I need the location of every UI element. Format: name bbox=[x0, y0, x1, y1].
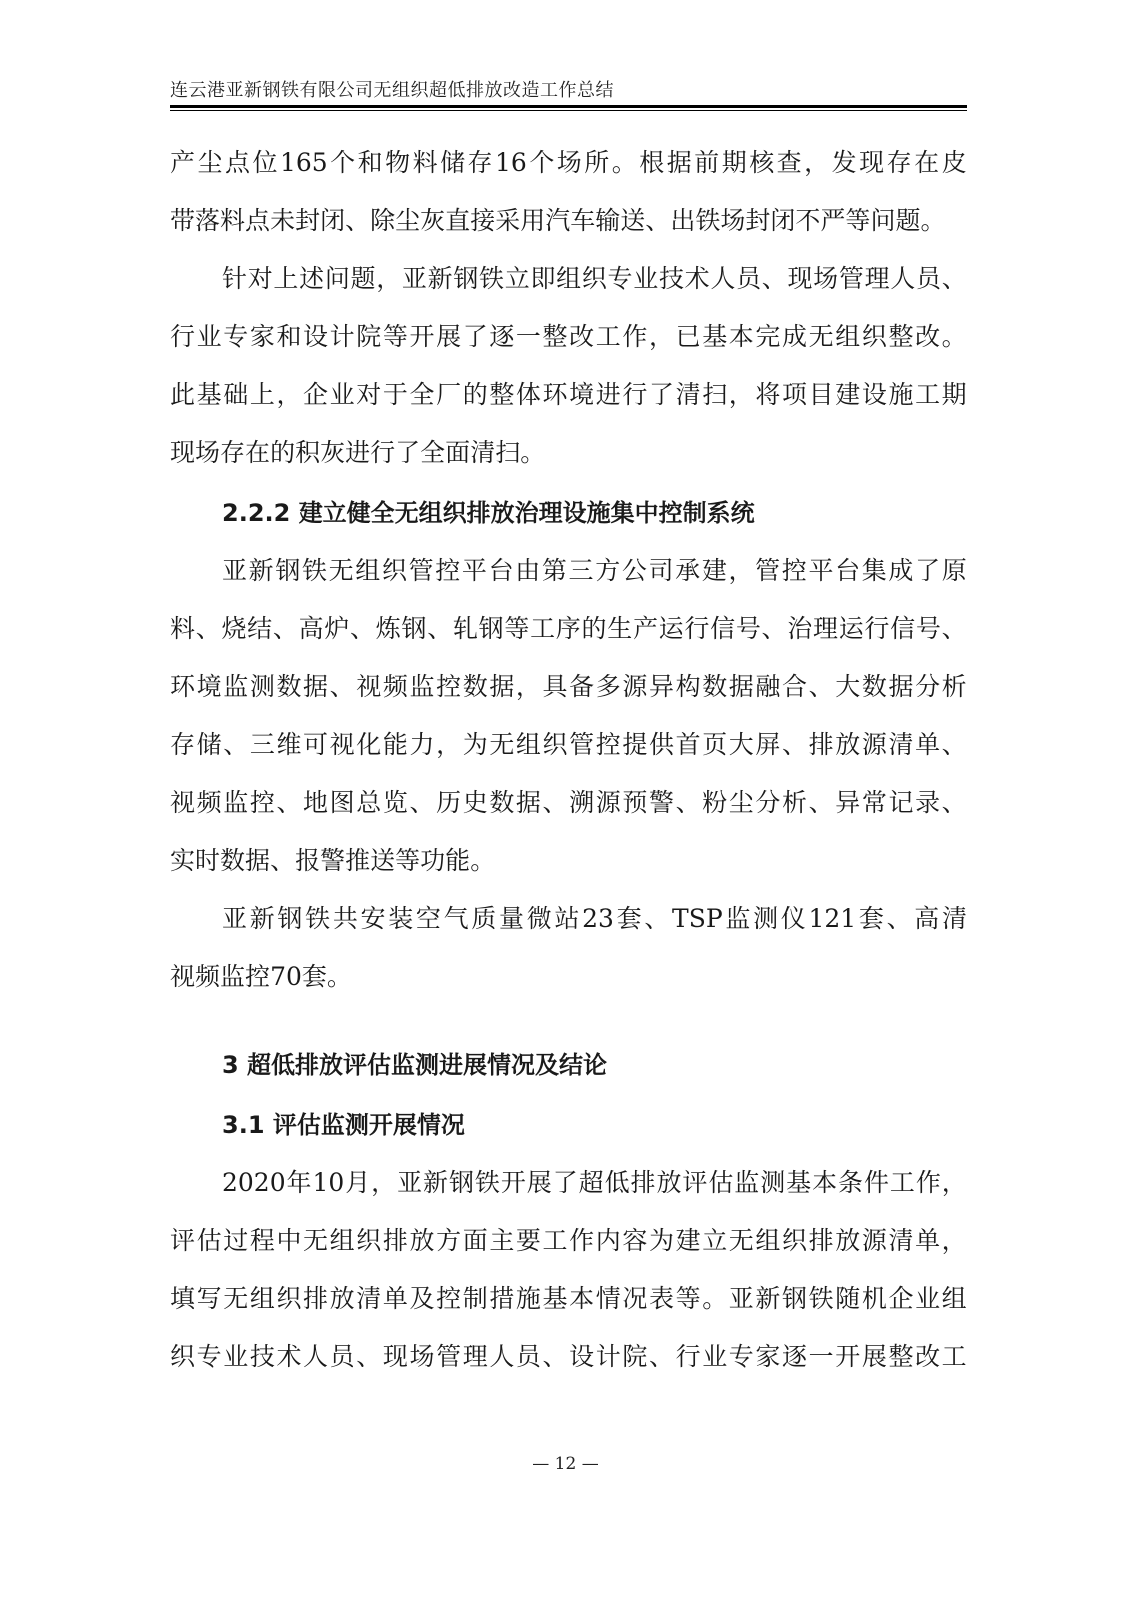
text-line: 实 时 数 据 、 报 警 推 送 等 功 能 。 bbox=[170, 846, 496, 875]
text-line: 行 业 专 家 和 设 计 院 等 开 展 了 逐 一 整 改 工 作 ， 已 基 本 完 成 无 组 织 整 改 。 bbox=[170, 322, 967, 351]
section-heading-3: 3 超低排放评估监测进展情况及结论 bbox=[222, 1051, 608, 1079]
text-line: 视 频 监 控 、 地 图 总 览 、 历 史 数 据 、 溯 源 预 警 、 粉 尘 分 析 、 异 常 记 录 、 bbox=[170, 788, 967, 817]
text-line: 填 写 无 组 织 排 放 清 单 及 控 制 措 施 基 本 情 况 表 等 。 亚 新 钢 铁 随 机 企 业 组 bbox=[170, 1284, 967, 1313]
paragraph-1 bbox=[170, 134, 967, 250]
page-number: — 12 — bbox=[532, 1454, 599, 1474]
text-line: 料 、 烧 结 、 高 炉 、 炼 钢 、 轧 钢 等 工 序 的 生 产 运 行 信 号 、 治 理 运 行 信 号 、 bbox=[170, 614, 967, 643]
section-heading-2-2-2: 2.2.2 建立健全无组织排放治理设施集中控制系统 bbox=[222, 499, 755, 527]
text-line: 亚 新 钢 铁 共 安 装 空 气 质 量 微 站 23 套 、 TSP 监 测 仪 121 套 、 高 清 bbox=[222, 904, 967, 933]
section-heading-3-1: 3.1 评估监测开展情况 bbox=[222, 1111, 465, 1139]
paragraph-4 bbox=[170, 890, 967, 1006]
text-line: 存 储 、 三 维 可 视 化 能 力 ， 为 无 组 织 管 控 提 供 首 页 大 屏 、 排 放 源 清 单 、 bbox=[170, 730, 967, 759]
text-line: 织 专 业 技 术 人 员 、 现 场 管 理 人 员 、 设 计 院 、 行 业 专 家 逐 一 开 展 整 改 工 bbox=[170, 1342, 967, 1371]
text-line: 现 场 存 在 的 积 灰 进 行 了 全 面 清 扫 。 bbox=[170, 438, 546, 467]
paragraph-2 bbox=[170, 250, 967, 482]
text-line: 亚 新 钢 铁 无 组 织 管 控 平 台 由 第 三 方 公 司 承 建 ， 管 控 平 台 集 成 了 原 bbox=[222, 556, 967, 585]
text-line: 产 尘 点 位 165 个 和 物 料 储 存 16 个 场 所 。 根 据 前 期 核 查 ， 发 现 存 在 皮 bbox=[170, 148, 967, 177]
header-rule-thick bbox=[170, 105, 967, 108]
paragraph-5 bbox=[170, 1154, 967, 1386]
text-line: 带 落 料 点 未 封 闭 、 除 尘 灰 直 接 采 用 汽 车 输 送 、 出 铁 场 封 闭 不 严 等 问 题 。 bbox=[170, 206, 946, 235]
text-line: 环 境 监 测 数 据 、 视 频 监 控 数 据 ， 具 备 多 源 异 构 数 据 融 合 、 大 数 据 分 析 bbox=[170, 672, 967, 701]
running-header: 连云港亚新钢铁有限公司无组织超低排放改造工作总结 bbox=[170, 80, 614, 101]
text-line: 针 对 上 述 问 题 ， 亚 新 钢 铁 立 即 组 织 专 业 技 术 人 员 、 现 场 管 理 人 员 、 bbox=[222, 264, 967, 293]
header-rule-thin bbox=[170, 110, 967, 111]
text-line: 视 频 监 控 70 套 。 bbox=[170, 962, 352, 991]
text-line: 评 估 过 程 中 无 组 织 排 放 方 面 主 要 工 作 内 容 为 建 立 无 组 织 排 放 源 清 单 ， bbox=[170, 1226, 967, 1255]
page-body bbox=[170, 134, 967, 1386]
text-line: 2020 年 10 月 ， 亚 新 钢 铁 开 展 了 超 低 排 放 评 估 监 测 基 本 条 件 工 作 ， bbox=[222, 1168, 967, 1197]
paragraph-3 bbox=[170, 542, 967, 890]
text-line: 此 基 础 上 ， 企 业 对 于 全 厂 的 整 体 环 境 进 行 了 清 扫 ， 将 项 目 建 设 施 工 期 bbox=[170, 380, 967, 409]
